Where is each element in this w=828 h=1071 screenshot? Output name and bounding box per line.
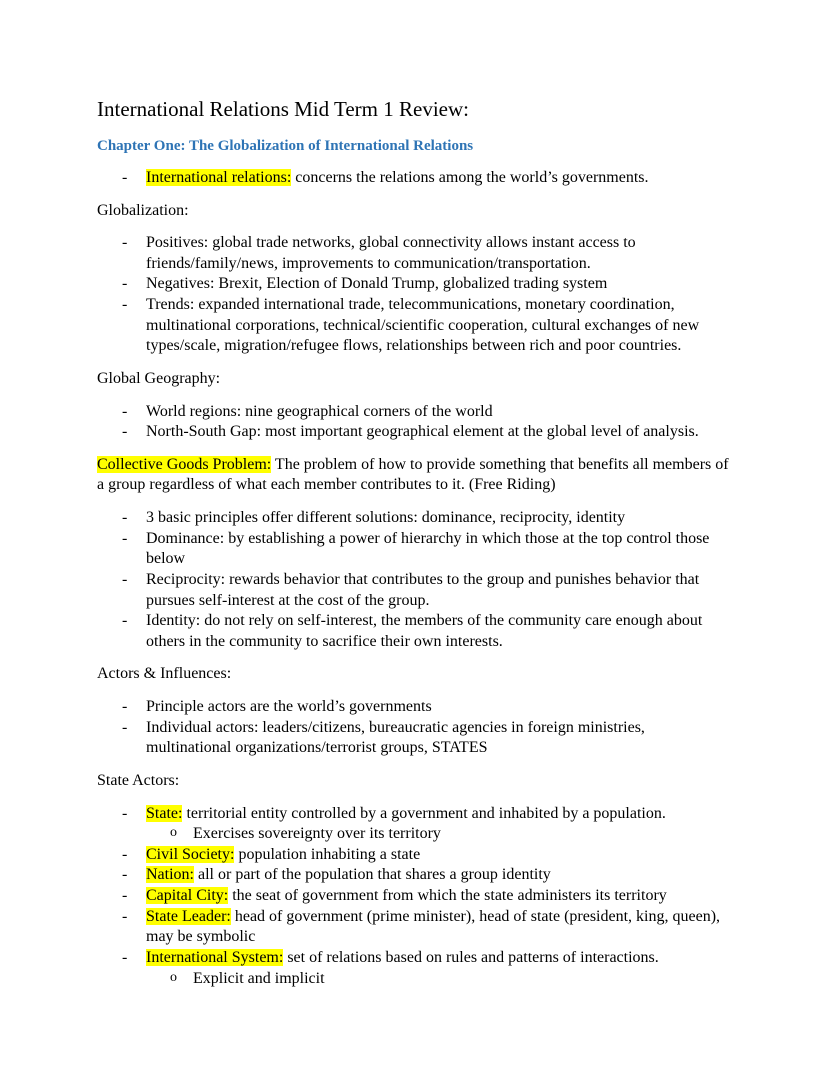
bullet-text <box>146 948 731 969</box>
dash-bullet-icon: - <box>122 570 128 588</box>
bullet-text: Principle actors are the world’s governments <box>146 698 432 716</box>
bullet-text: Dominance: by establishing a power of hierarchy in which those at the top control those below <box>146 529 710 568</box>
highlight-term: Capital City: <box>146 887 229 905</box>
list-item <box>97 529 731 570</box>
collective-goods-list <box>97 508 731 652</box>
list-item <box>97 948 731 969</box>
state-actors-list <box>97 804 731 990</box>
list-item <box>97 718 731 759</box>
term-definition: set of relations based on rules and patterns of interactions. <box>283 948 659 966</box>
term-definition: the seat of government from which the state administers its territory <box>228 887 667 905</box>
bullet-text <box>146 168 731 189</box>
term-definition: all or part of the population that shares a group identity <box>194 866 551 884</box>
bullet-text: Trends: expanded international trade, telecommunications, monetary coordination, multinational corporations, technical/scientific cooperation, cultural exchanges of new types/scale, migration/refugee flows, relationships between rich and poor countries. <box>146 296 700 355</box>
circle-bullet-icon: o <box>170 969 177 985</box>
bullet-text: Identity: do not rely on self-interest, the members of the community care enough about others in the community to sacrifice their own interests. <box>146 612 703 650</box>
bullet-text <box>146 845 731 866</box>
dash-bullet-icon: - <box>122 887 128 905</box>
term-definition: concerns the relations among the world’s governments. <box>291 168 649 186</box>
list-item <box>97 295 731 357</box>
list-item <box>97 886 731 907</box>
list-item <box>97 865 731 886</box>
list-item <box>97 402 731 423</box>
term-definition: The problem of how to provide something that benefits all members of a group regardless of what each member contributes to it. (Free Riding) <box>97 455 729 494</box>
sub-list-item <box>97 969 731 990</box>
dash-bullet-icon: - <box>122 804 128 822</box>
section-label-global-geography: Global Geography: <box>97 369 221 387</box>
sub-list-item <box>97 824 731 845</box>
sub-bullet-text: Exercises sovereignty over its territory <box>193 825 441 843</box>
actors-influences-list <box>97 697 731 759</box>
section-label-state-actors: State Actors: <box>97 771 180 789</box>
sub-bullet-text: Explicit and implicit <box>193 969 325 987</box>
list-item <box>97 233 731 274</box>
dash-bullet-icon: - <box>122 168 128 186</box>
bullet-text: Positives: global trade networks, global connectivity allows instant access to friends/family/news, improvements to communication/transportation. <box>146 234 636 272</box>
bullet-text <box>146 865 731 886</box>
globalization-list <box>97 233 731 357</box>
bullet-text: North-South Gap: most important geographical element at the global level of analysis. <box>146 423 699 441</box>
list-item <box>97 611 731 652</box>
dash-bullet-icon: - <box>122 698 128 716</box>
list-item <box>97 422 731 443</box>
list-item <box>97 168 731 189</box>
bullet-text: Individual actors: leaders/citizens, bureaucratic agencies in foreign ministries, multinational organizations/terrorist groups, STATES <box>146 718 645 757</box>
list-item <box>97 804 731 825</box>
doc-title: International Relations Mid Term 1 Review: <box>97 97 469 121</box>
highlight-term: Collective Goods Problem: <box>97 455 272 473</box>
dash-bullet-icon: - <box>122 275 128 293</box>
term-definition: head of government (prime minister), head of state (president, king, queen), may be symbolic <box>146 907 721 946</box>
highlight-term: State Leader: <box>146 907 231 925</box>
dash-bullet-icon: - <box>122 402 128 420</box>
circle-bullet-icon: o <box>170 825 177 841</box>
bullet-text: 3 basic principles offer different solutions: dominance, reciprocity, identity <box>146 509 626 527</box>
section-label-actors-influences: Actors & Influences: <box>97 665 232 683</box>
dash-bullet-icon: - <box>122 423 128 441</box>
section-label-globalization: Globalization: <box>97 201 189 219</box>
list-item <box>97 274 731 295</box>
dash-bullet-icon: - <box>122 296 128 314</box>
dash-bullet-icon: - <box>122 718 128 736</box>
global-geography-list <box>97 402 731 443</box>
list-item <box>97 907 731 948</box>
bullet-text <box>146 804 731 825</box>
bullet-text <box>146 907 731 948</box>
list-item <box>97 508 731 529</box>
highlight-term: State: <box>146 804 183 822</box>
collective-goods-paragraph <box>97 455 731 496</box>
term-definition: territorial entity controlled by a government and inhabited by a population. <box>182 804 666 822</box>
bullet-text <box>146 886 731 907</box>
bullet-text: World regions: nine geographical corners of the world <box>146 402 493 420</box>
highlight-term: Civil Society: <box>146 845 235 863</box>
list-item <box>97 697 731 718</box>
dash-bullet-icon: - <box>122 907 128 925</box>
dash-bullet-icon: - <box>122 866 128 884</box>
bullet-text: Negatives: Brexit, Election of Donald Trump, globalized trading system <box>146 275 608 293</box>
highlight-term: International relations: <box>146 168 292 186</box>
intro-bullet-list <box>97 168 731 189</box>
bullet-text: Reciprocity: rewards behavior that contributes to the group and punishes behavior that pursues self-interest at the cost of the group. <box>146 570 700 609</box>
dash-bullet-icon: - <box>122 845 128 863</box>
highlight-term: International System: <box>146 948 284 966</box>
dash-bullet-icon: - <box>122 234 128 252</box>
dash-bullet-icon: - <box>122 612 128 630</box>
term-definition: population inhabiting a state <box>234 845 421 863</box>
chapter-heading: Chapter One: The Globalization of International Relations <box>97 138 474 155</box>
dash-bullet-icon: - <box>122 948 128 966</box>
dash-bullet-icon: - <box>122 529 128 547</box>
list-item <box>97 570 731 611</box>
list-item <box>97 845 731 866</box>
highlight-term: Nation: <box>146 866 194 884</box>
dash-bullet-icon: - <box>122 509 128 527</box>
